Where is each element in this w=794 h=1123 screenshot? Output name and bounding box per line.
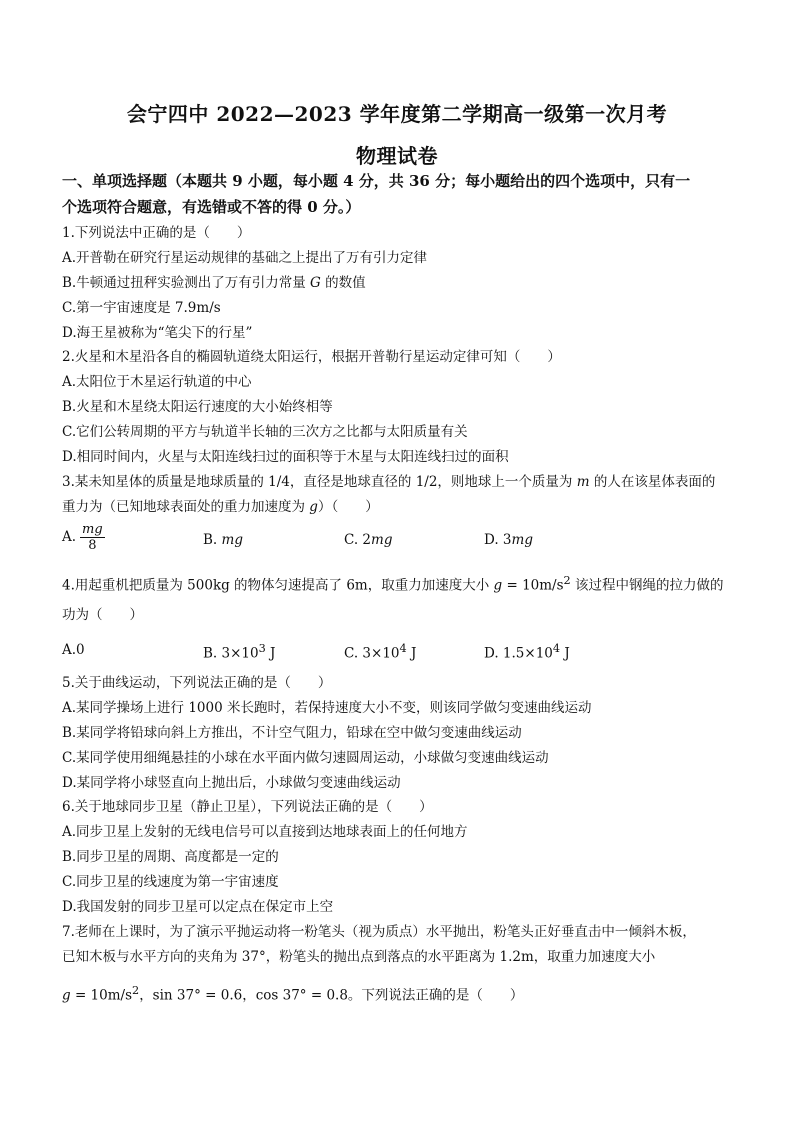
q3-option-b-label: B. — [203, 532, 222, 548]
q7-stem-line1: 7.老师在上课时，为了演示平抛运动将一粉笔头（视为质点）水平抛出，粉笔头正好垂直击中一倾斜木板， — [62, 924, 696, 940]
q3-stem-line2 — [62, 498, 754, 516]
q7-stem-eq: = 10m/s — [70, 987, 133, 1004]
q3-option-c-label: C. 2 — [344, 532, 372, 548]
q2-option-b: B.火星和木星绕太阳运行速度的大小始终相等 — [62, 399, 333, 415]
q7-stem-var-g: g — [62, 987, 71, 1004]
q4-option-d-unit: J — [560, 645, 570, 662]
q2-option-d: D.相同时间内，火星与太阳连线扫过的面积等于木星与太阳连线扫过的面积 — [62, 449, 509, 465]
q4-option-c-unit: J — [406, 645, 417, 662]
q5-option-a: A.某同学操场上进行 1000 米长跑时，若保持速度大小不变，则该同学做匀变速曲线运动 — [62, 700, 592, 716]
q3-option-d — [484, 532, 533, 548]
q4-option-b-exp: 3 — [258, 642, 266, 655]
q3-stem-text2-tail: ）（ ） — [317, 499, 379, 515]
q7-stem-text3: ，sin 37° = 0.6，cos 37° = 0.8。下列说法正确的是（ ） — [139, 987, 524, 1004]
q4-options — [62, 642, 762, 662]
q4-option-d-base: D. 1.5×10 — [484, 645, 553, 662]
q3-option-a-label: A. — [62, 529, 77, 545]
q3-option-b — [203, 532, 243, 548]
q1-option-b-tail: 的数值 — [320, 275, 366, 291]
q5-option-c: C.某同学使用细绳悬挂的小球在水平面内做匀速圆周运动，小球做匀变速曲线运动 — [62, 750, 549, 766]
q4-stem-text1-tail: 该过程中钢绳的拉力做的 — [570, 577, 724, 594]
q4-stem-line1 — [62, 572, 754, 595]
q5-option-d: D.某同学将小球竖直向上抛出后，小球做匀变速曲线运动 — [62, 775, 401, 791]
q6-stem: 6.关于地球同步卫星（静止卫星），下列说法正确的是（ ） — [62, 799, 433, 815]
q3-option-a-fraction — [80, 522, 105, 553]
q4-option-b-base: B. 3×10 — [203, 645, 259, 662]
q2-option-a: A.太阳位于木星运行轨道的中心 — [62, 374, 252, 390]
q4-option-d — [484, 642, 570, 662]
q4-stem-text1: 4.用起重机把质量为 500kg 的物体匀速提高了 6m，取重力加速度大小 — [62, 577, 494, 594]
q5-option-b: B.某同学将铅球向斜上方推出，不计空气阻力，铅球在空中做匀变速曲线运动 — [62, 725, 522, 741]
q3-stem-text1-tail: 的人在该星体表面的 — [589, 474, 716, 490]
q2-option-c: C.它们公转周期的平方与轨道半长轴的三次方之比都与太阳质量有关 — [62, 424, 468, 440]
q2-stem: 2.火星和木星沿各自的椭圆轨道绕太阳运行，根据开普勒行星运动定律可知（ ） — [62, 349, 561, 365]
exam-title: 会宁四中 2022—2023 学年度第二学期高一级第一次月考 — [126, 102, 668, 126]
q5-stem: 5.关于曲线运动，下列说法正确的是（ ） — [62, 675, 332, 691]
q4-option-d-exp: 4 — [552, 642, 561, 655]
q3-option-b-value: mg — [221, 532, 243, 548]
q4-option-a: A.0 — [62, 642, 85, 658]
q3-option-d-label: D. 3 — [484, 532, 512, 548]
section-heading-line1: 一、单项选择题（本题共 9 小题，每小题 4 分，共 36 分；每小题给出的四个选项中，只有一 — [62, 172, 691, 190]
q6-option-c: C.同步卫星的线速度为第一宇宙速度 — [62, 874, 279, 890]
q6-option-a: A.同步卫星上发射的无线电信号可以直接到达地球表面上的任何地方 — [62, 824, 468, 840]
q3-stem-text1: 3.某未知星体的质量是地球质量的 1/4，直径是地球直径的 1/2，则地球上一个质量为 — [62, 474, 577, 490]
q3-option-d-value: mg — [511, 532, 533, 548]
q7-stem-line3 — [62, 982, 754, 1005]
q1-stem: 1.下列说法中正确的是（ ） — [62, 225, 251, 241]
section-heading-line2: 个选项符合题意，有选错或不答的得 0 分。） — [62, 198, 361, 216]
q1-option-a: A.开普勒在研究行星运动规律的基础之上提出了万有引力定律 — [62, 250, 428, 266]
q1-option-b — [62, 274, 754, 292]
q3-stem-line1 — [62, 473, 754, 491]
q3-option-a-denominator: 8 — [88, 538, 97, 553]
q1-option-b-text: B.牛顿通过扭秤实验测出了万有引力常量 — [62, 275, 311, 291]
q3-option-c-value: mg — [371, 532, 393, 548]
q3-stem-var-g: g — [309, 499, 318, 515]
q7-stem-line2: 已知木板与水平方向的夹角为 37°，粉笔头的抛出点到落点的水平距离为 1.2m，取重力加速度大小 — [62, 949, 656, 965]
q4-option-b — [203, 642, 275, 662]
q4-stem-sup: 2 — [563, 574, 571, 587]
q3-option-a-numerator: mg — [82, 522, 103, 537]
q3-stem-text2: 重力为（已知地球表面处的重力加速度为 — [62, 499, 310, 515]
q3-options — [62, 522, 762, 562]
q3-stem-var-m: m — [576, 474, 590, 490]
q6-option-b: B.同步卫星的周期、高度都是一定的 — [62, 849, 279, 865]
q1-option-d: D.海王星被称为“笔尖下的行星” — [62, 325, 253, 341]
q4-stem-var-g: g — [493, 577, 503, 594]
q4-stem-eq: = 10m/s — [502, 577, 564, 594]
q4-option-b-unit: J — [265, 645, 276, 662]
q7-stem-sup: 2 — [132, 984, 140, 997]
q1-option-c: C.第一宇宙速度是 7.9m/s — [62, 300, 221, 316]
q4-option-c-exp: 4 — [399, 642, 407, 655]
q3-option-a — [62, 522, 105, 553]
q1-option-b-var: G — [310, 275, 321, 291]
exam-subtitle: 物理试卷 — [356, 144, 438, 168]
q3-option-c — [344, 532, 392, 548]
q6-option-d: D.我国发射的同步卫星可以定点在保定市上空 — [62, 899, 334, 915]
q4-stem-line2: 功为（ ） — [62, 607, 143, 623]
q4-option-c — [344, 642, 416, 662]
q4-option-c-base: C. 3×10 — [344, 645, 400, 662]
